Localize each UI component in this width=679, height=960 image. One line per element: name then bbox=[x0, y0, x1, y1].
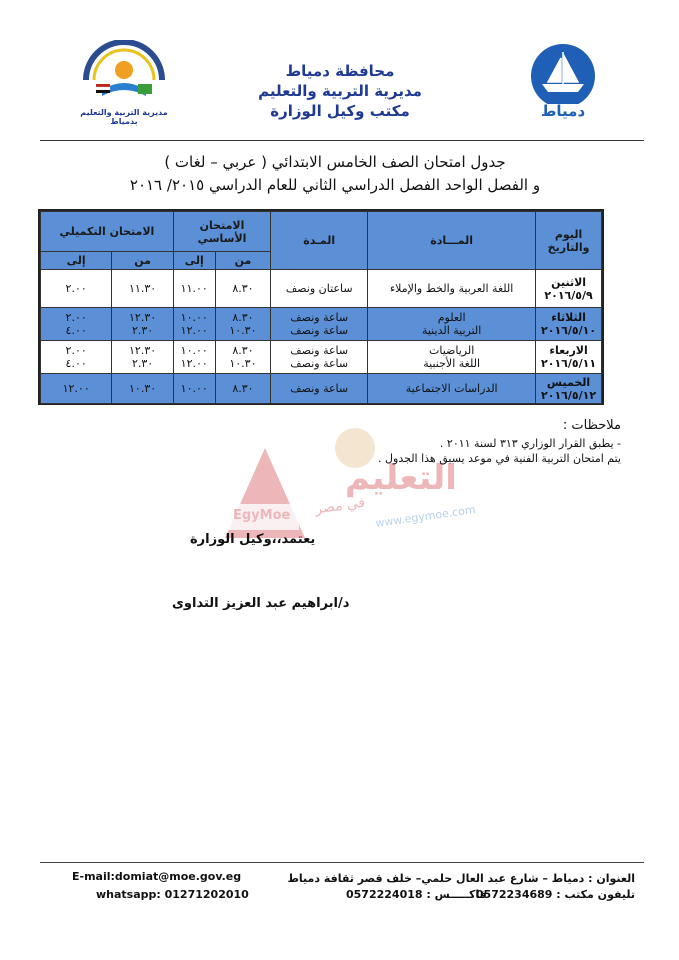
bottom-divider bbox=[40, 862, 644, 863]
header-supp-to: إلى bbox=[41, 252, 112, 270]
basic-to-cell bbox=[173, 341, 215, 374]
table-row bbox=[41, 270, 602, 308]
header-subject: المـــادة bbox=[368, 212, 536, 270]
time-value: ٢.٣٠ bbox=[131, 357, 154, 370]
supp-to-cell bbox=[41, 374, 112, 404]
duration-cell bbox=[271, 308, 368, 341]
supp-to-cell bbox=[41, 308, 112, 341]
time-value: ١٠.٣٠ bbox=[229, 357, 257, 370]
watermark-subtitle: في مصر bbox=[314, 494, 367, 518]
footer-address: العنوان : دمياط – شارع عبد العال حلمي– خلف قصر ثقافة دمياط bbox=[287, 872, 635, 885]
directorate-name: مديرية التربية والتعليم bbox=[258, 82, 422, 100]
duration-value: ساعة ونصف bbox=[290, 324, 349, 337]
footer-whatsapp: whatsapp: 01271202010 bbox=[96, 888, 249, 901]
time-value: ١٢.٠٠ bbox=[62, 382, 90, 395]
time-value: ٢.٠٠ bbox=[65, 311, 87, 324]
time-value: ١٠.٣٠ bbox=[129, 382, 157, 395]
subject-cell bbox=[368, 270, 536, 308]
time-value: ١١.٣٠ bbox=[129, 282, 157, 295]
subject-cell bbox=[368, 308, 536, 341]
time-value: ٢.٠٠ bbox=[65, 282, 87, 295]
day-name: الاربعاء bbox=[549, 344, 588, 357]
basic-to-cell bbox=[173, 374, 215, 404]
time-value: ١٠.٠٠ bbox=[180, 344, 208, 357]
time-value: ٨.٣٠ bbox=[232, 282, 254, 295]
time-value: ١٠.٣٠ bbox=[229, 324, 257, 337]
subject-cell bbox=[368, 374, 536, 404]
basic-from-cell bbox=[215, 374, 271, 404]
footer-fax: فاكـــــس : 0572224018 bbox=[346, 888, 487, 901]
duration-cell bbox=[271, 341, 368, 374]
header-basic-exam: الامتحان الأساسي bbox=[173, 212, 270, 252]
day-cell bbox=[536, 308, 602, 341]
duration-value: ساعة ونصف bbox=[290, 344, 349, 357]
time-value: ١٢.٣٠ bbox=[129, 311, 157, 324]
duration-value: ساعة ونصف bbox=[290, 357, 349, 370]
exam-schedule-table bbox=[38, 209, 604, 405]
time-value: ١١.٠٠ bbox=[180, 282, 208, 295]
table-row bbox=[41, 341, 602, 374]
header-duration: المـدة bbox=[271, 212, 368, 270]
subject-name: العلوم bbox=[437, 311, 466, 324]
day-date: ٢٠١٦/٥/١١ bbox=[541, 357, 597, 370]
table-row bbox=[41, 374, 602, 404]
watermark-title: التعليم bbox=[345, 458, 457, 498]
time-value: ١٢.٠٠ bbox=[180, 324, 208, 337]
duration-cell bbox=[271, 270, 368, 308]
basic-from-cell bbox=[215, 270, 271, 308]
time-value: ٢.٣٠ bbox=[131, 324, 154, 337]
time-value: ٨.٣٠ bbox=[232, 311, 254, 324]
governorate-name: محافظة دمياط bbox=[285, 62, 395, 80]
watermark-badge: EgyMoe bbox=[233, 508, 291, 523]
note-item: يتم امتحان التربية الفنية في موعد يسبق هذا الجدول . bbox=[378, 452, 621, 465]
emblem-caption: مديرية التربية والتعليم بدمياط bbox=[80, 108, 168, 126]
basic-to-cell bbox=[173, 308, 215, 341]
basic-from-cell bbox=[215, 308, 271, 341]
footer-email: E-mail:domiat@moe.gov.eg bbox=[72, 870, 242, 883]
duration-value: ساعتان ونصف bbox=[285, 282, 353, 295]
time-value: ١٢.٣٠ bbox=[129, 344, 157, 357]
header-day: اليوم والتاريخ bbox=[536, 212, 602, 270]
time-value: ٤.٠٠ bbox=[65, 324, 87, 337]
supp-to-cell bbox=[41, 341, 112, 374]
signatory-name: د/ابراهيم عبد العزيز التداوى bbox=[172, 596, 350, 611]
supp-from-cell bbox=[112, 341, 173, 374]
day-cell bbox=[536, 270, 602, 308]
day-name: الخميس bbox=[546, 375, 591, 389]
day-date: ٢٠١٦/٥/١٠ bbox=[541, 324, 597, 337]
day-cell bbox=[536, 374, 602, 404]
basic-to-cell bbox=[173, 270, 215, 308]
header-basic-from: من bbox=[215, 252, 271, 270]
header-supp-from: من bbox=[112, 252, 173, 270]
header-supplementary-exam: الامتحان التكميلي bbox=[41, 212, 174, 252]
directorate-emblem bbox=[72, 40, 176, 124]
duration-value: ساعة ونصف bbox=[290, 311, 349, 324]
top-divider bbox=[40, 140, 644, 141]
supp-from-cell bbox=[112, 374, 173, 404]
header-basic-to: إلى bbox=[173, 252, 215, 270]
supp-from-cell bbox=[112, 270, 173, 308]
subject-name: التربية الدينية bbox=[421, 324, 482, 337]
day-date: ٢٠١٦/٥/١٢ bbox=[541, 388, 597, 402]
subject-name: اللغة العربية والخط والإملاء bbox=[389, 282, 514, 295]
subject-name: اللغة الأجنبية bbox=[423, 357, 481, 370]
supp-from-cell bbox=[112, 308, 173, 341]
time-value: ٨.٣٠ bbox=[232, 382, 254, 395]
office-name: مكتب وكيل الوزارة bbox=[270, 102, 410, 120]
duration-value: ساعة ونصف bbox=[290, 382, 349, 395]
duration-cell bbox=[271, 374, 368, 404]
time-value: ١٢.٠٠ bbox=[180, 357, 208, 370]
table-header-row bbox=[41, 212, 602, 252]
notes-heading: ملاحظات : bbox=[562, 418, 621, 433]
time-value: ٤.٠٠ bbox=[65, 357, 87, 370]
time-value: ٢.٠٠ bbox=[65, 344, 87, 357]
watermark-site: www.egymoe.com bbox=[374, 503, 477, 530]
day-cell bbox=[536, 341, 602, 374]
time-value: ١٠.٠٠ bbox=[180, 382, 208, 395]
subject-cell bbox=[368, 341, 536, 374]
subject-name: الرياضيات bbox=[429, 344, 475, 357]
footer-phone: تليفون مكتب : 0572234689 bbox=[475, 888, 635, 901]
approval-line: يعتمد،،وكيل الوزارة bbox=[190, 532, 316, 547]
schedule-subtitle: و الفصل الواحد الفصل الدراسي الثاني للعام الدراسي ٢٠١٥/ ٢٠١٦ bbox=[129, 176, 541, 194]
time-value: ٨.٣٠ bbox=[232, 344, 254, 357]
damietta-logo-text: دمياط bbox=[540, 102, 586, 120]
time-value: ١٠.٠٠ bbox=[180, 311, 208, 324]
damietta-logo bbox=[520, 42, 606, 122]
table-row bbox=[41, 308, 602, 341]
basic-from-cell bbox=[215, 341, 271, 374]
day-date: ٢٠١٦/٥/٩ bbox=[544, 288, 593, 302]
day-name: الاثنين bbox=[551, 275, 587, 289]
schedule-title: جدول امتحان الصف الخامس الابتدائي ( عربي – لغات ) bbox=[164, 153, 506, 171]
supp-to-cell bbox=[41, 270, 112, 308]
day-name: الثلاثاء bbox=[551, 311, 586, 324]
note-item: - يطبق القرار الوزاري ٣١٣ لسنة ٢٠١١ . bbox=[439, 437, 621, 450]
subject-name: الدراسات الاجتماعية bbox=[405, 382, 498, 395]
